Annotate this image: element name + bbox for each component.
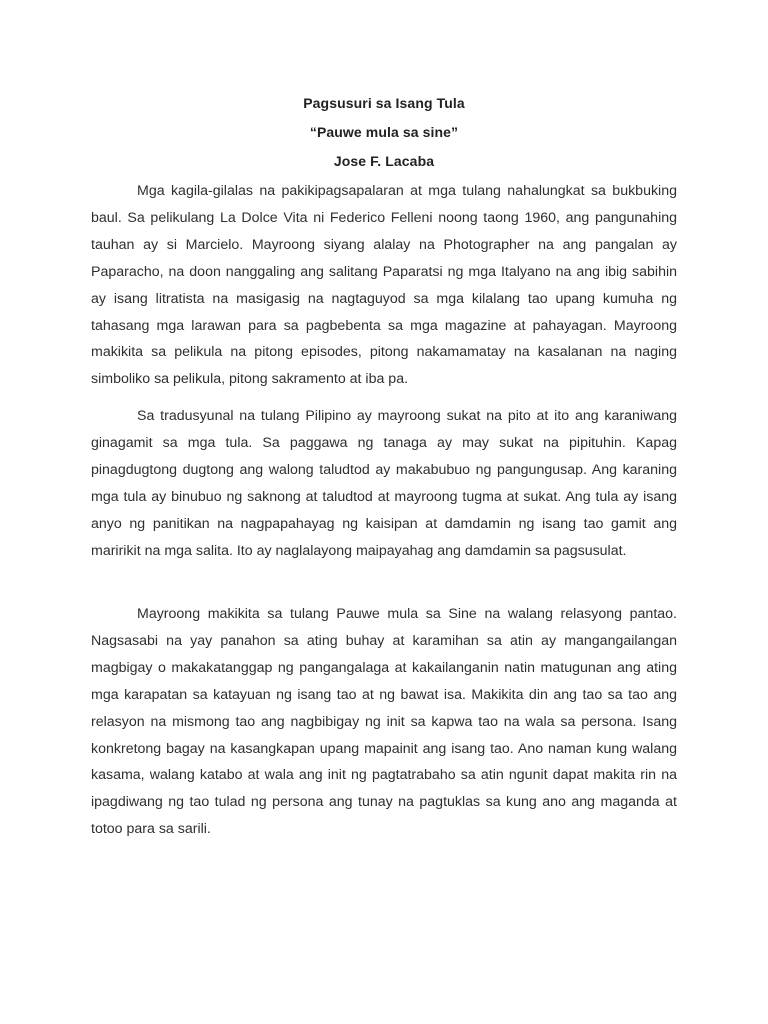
poem-title: “Pauwe mula sa sine”: [309, 124, 459, 140]
paragraph-3: Mayroong makikita sa tulang Pauwe mula sa Sine na walang relasyong pantao. Nagsasabi na yay panahon sa ating buhay at karamihan sa atin ay mangangailangan magbigay o makakatanggap ng pangangalaga at kakailanganin natin matugunan ang ating mga karapatan sa katayuan ng isang tao at ng bawat isa. Makikita din ang tao sa tao ang relasyon na mismong tao ang nagbibigay ng init sa kapwa tao na wala sa persona. Isang konkretong bagay na kasangkapan upang mapainit ang isang tao. Ano naman kung walang kasama, walang katabo at wala ang init ng pagtatrabaho sa atin ngunit dapat makita rin na ipagdiwang ng tao tulad ng persona ang tunay na pagtuklas sa kung ano ang maganda at totoo para sa sarili.: [91, 606, 677, 838]
author-name: Jose F. Lacaba: [333, 153, 435, 169]
paragraph-1: Mga kagila-gilalas na pakikipagsapalaran at mga tulang nahalungkat sa bukbuking baul. Sa pelikulang La Dolce Vita ni Federico Felleni noong taong 1960, ang pangunahing tauhan ay si Marcielo. Mayroong siyang alalay na Photographer na ang pangalan ay Paparacho, na doon nanggaling ang salitang Paparatsi ng mga Italyano na ang ibig sabihin ay isang litratista na masigasig na nagtaguyod sa mga kilalang tao upang kumuha ng tahasang mga larawan para sa pagbebenta sa mga magazine at pahayagan. Mayroong makikita sa pelikula na pitong episodes, pitong nakamamatay na kasalanan na naging simboliko sa pelikula, pitong sakramento at iba pa.: [91, 183, 677, 388]
paragraph-2: Sa tradusyunal na tulang Pilipino ay mayroong sukat na pito at ito ang karaniwang ginagamit sa mga tula. Sa paggawa ng tanaga ay may sukat na pipituhin. Kapag pinagdugtong dugtong ang walong taludtod ay makabubuo ng pangungusap. Ang karaning mga tula ay binubuo ng saknong at taludtod at mayroong tugma at sukat. Ang tula ay isang anyo ng panitikan na nagpapahayag ng kaisipan at damdamin ng isang tao gamit ang maririkit na mga salita. Ito ay naglalayong maipayahag ang damdamin sa pagsusulat.: [91, 408, 677, 559]
document-title: Pagsusuri sa Isang Tula: [303, 95, 465, 111]
